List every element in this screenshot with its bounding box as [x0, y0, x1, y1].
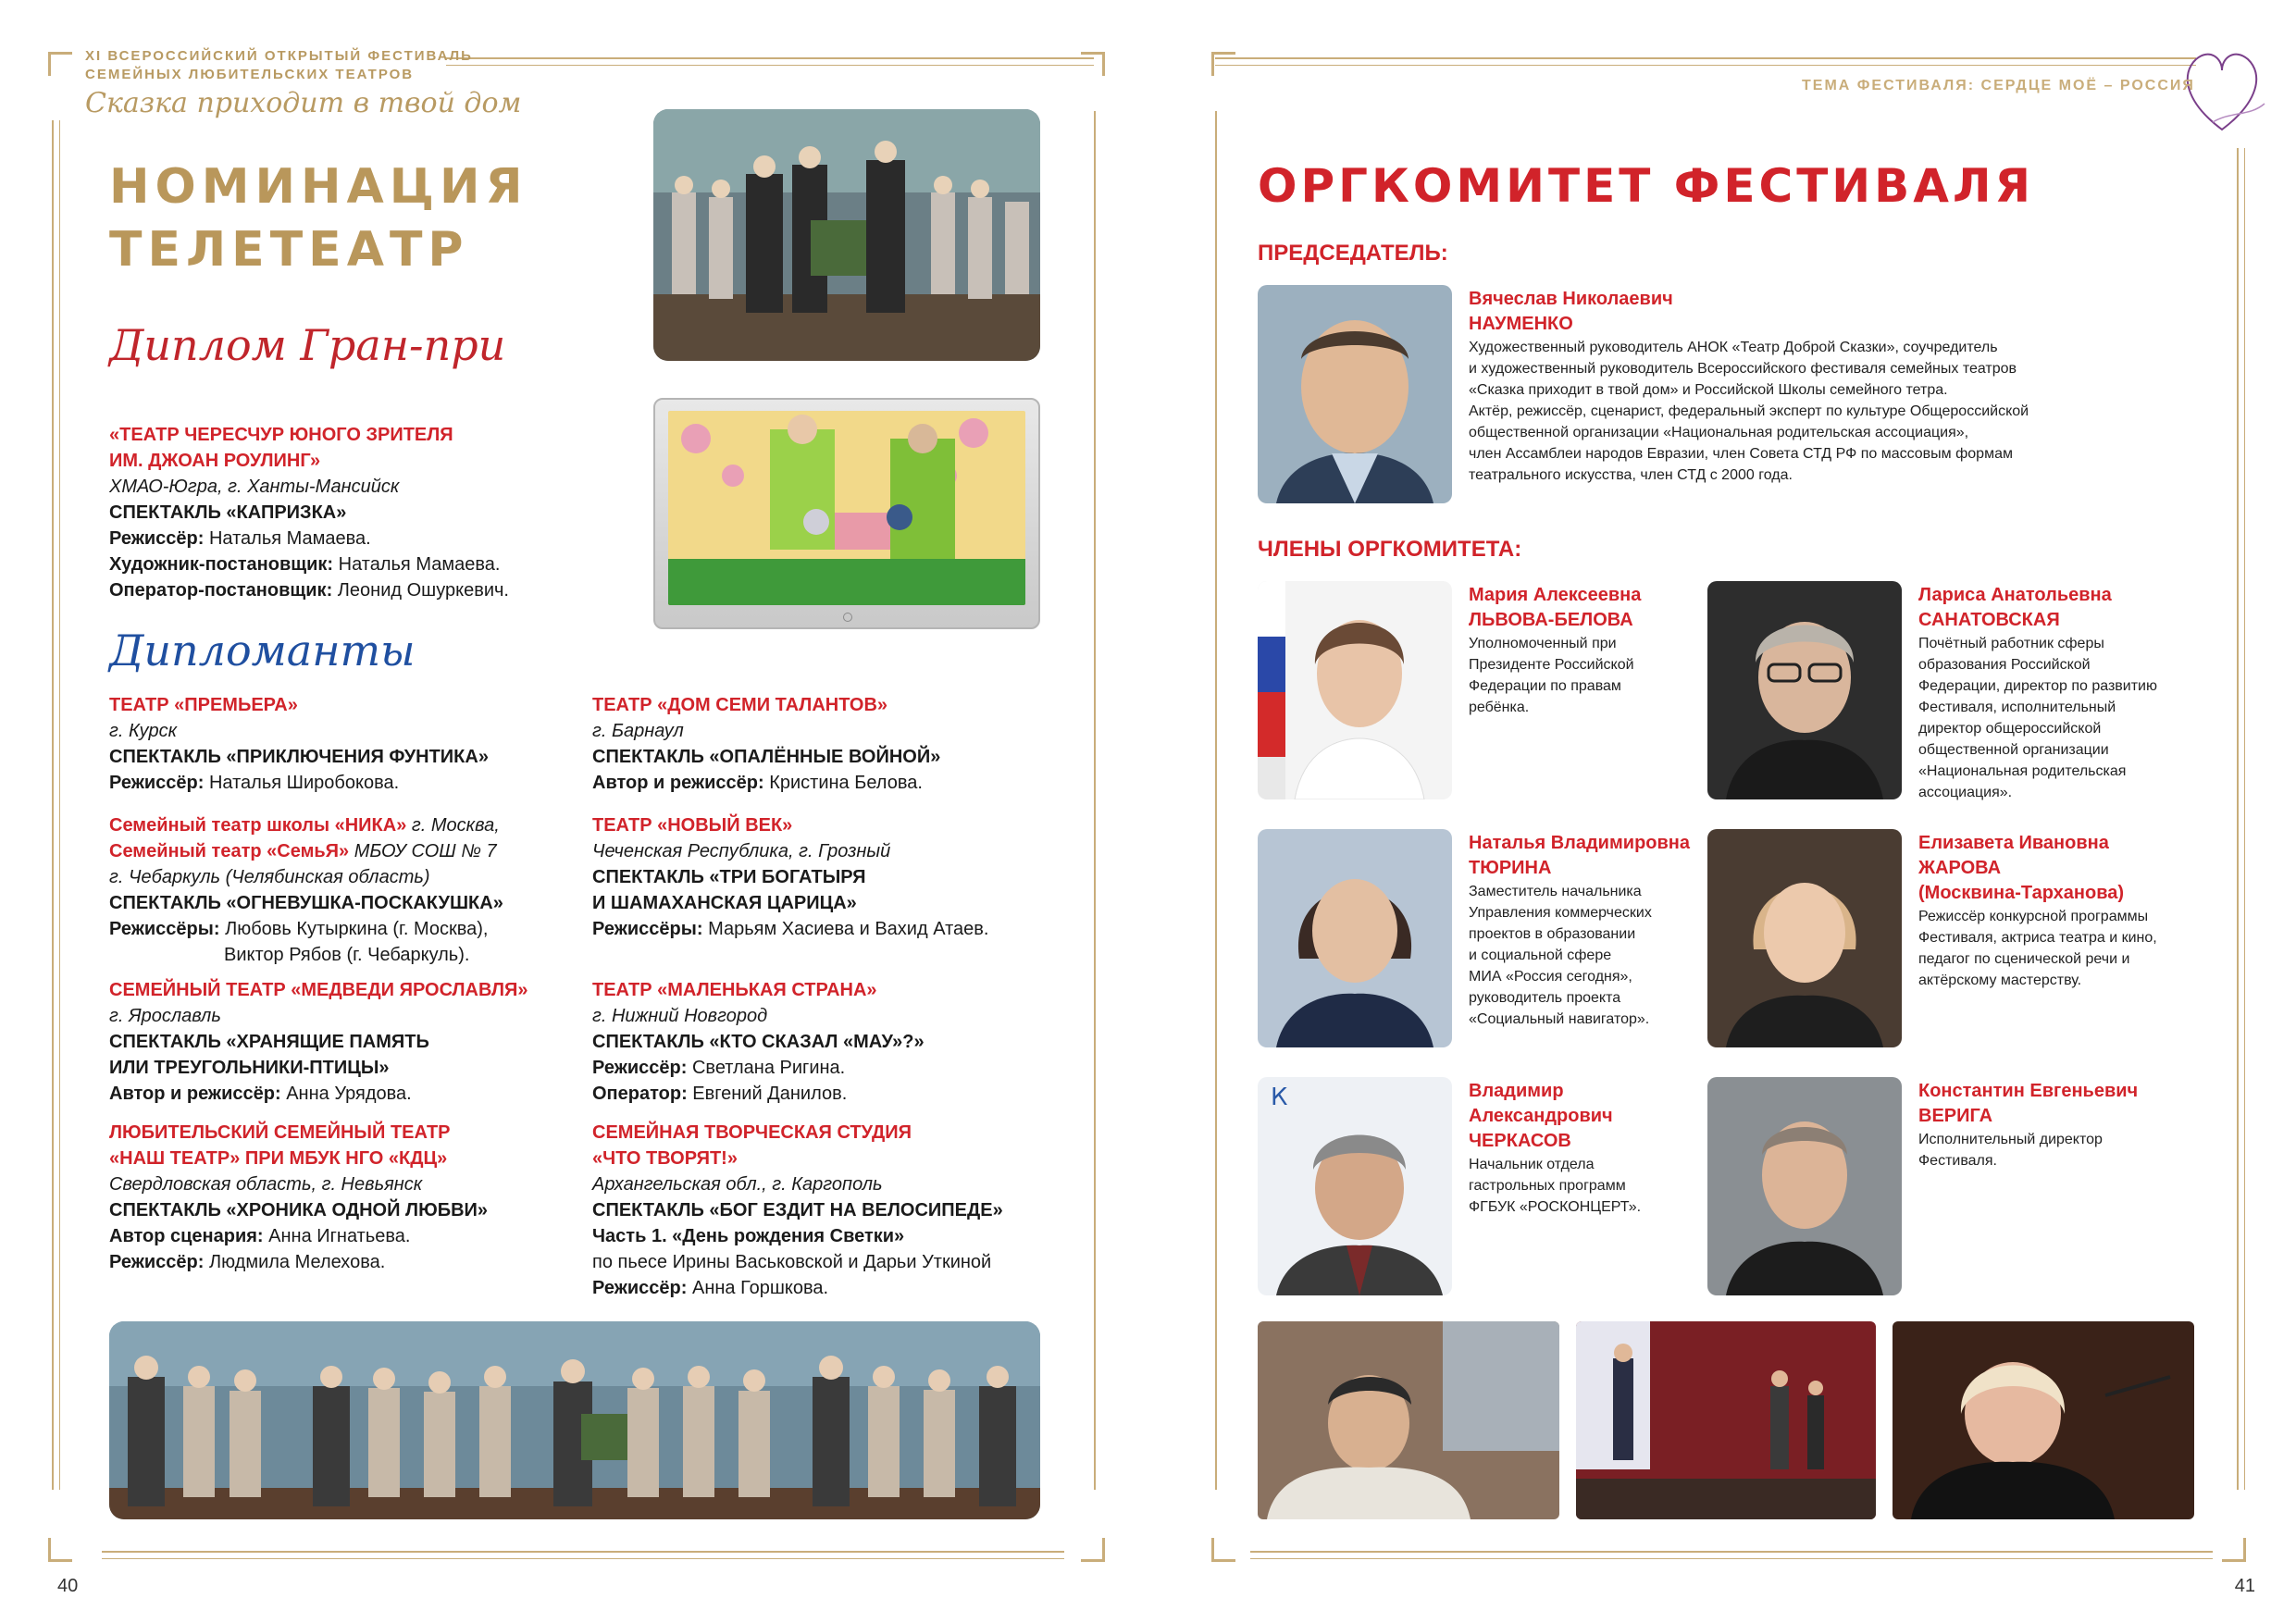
- credit: [109, 1081, 527, 1107]
- theatre-place: г. Курск: [109, 721, 178, 741]
- member-photo: [1258, 581, 1452, 799]
- member-name-line: (Москвина-Тарханова): [1918, 883, 2125, 903]
- play-based-on: по пьесе Ирины Васьковской и Дарьи Уткиной: [592, 1252, 992, 1272]
- frame-right-vertical: [2237, 148, 2239, 1490]
- tv-frame: [653, 398, 1040, 629]
- grand-prix-credit: [109, 577, 509, 603]
- puppet-show-photo: [668, 411, 1025, 605]
- credit-name: Кристина Белова.: [763, 773, 923, 793]
- theatre-name: ТЕАТР «ДОМ СЕМИ ТАЛАНТОВ»: [592, 695, 888, 715]
- theatre-name: «НАШ ТЕАТР» ПРИ МБУК НГО «КДЦ»: [109, 1148, 448, 1169]
- chair-desc-line: и художественный руководитель Всероссийского фестиваля семейных театров: [1469, 361, 2017, 377]
- credit-name: Наталья Мамаева.: [204, 528, 371, 549]
- credit-name: Леонид Ошуркевич.: [332, 580, 509, 601]
- credit-role: Режиссёр:: [592, 1058, 688, 1078]
- member-info: [1469, 1079, 1700, 1218]
- credit-role: Режиссёры:: [592, 919, 703, 939]
- credit-name: Светлана Ригина.: [687, 1058, 846, 1078]
- play-title: СПЕКТАКЛЬ «ХРАНЯЩИЕ ПАМЯТЬ: [109, 1032, 429, 1052]
- credit: [592, 1081, 925, 1107]
- play-title: СПЕКТАКЛЬ «БОГ ЕЗДИТ НА ВЕЛОСИПЕДЕ»: [592, 1200, 1003, 1220]
- event-photo: [1258, 1321, 1559, 1519]
- frame-corner-bl: [1211, 1538, 1235, 1562]
- member-desc-line: Уполномоченный при: [1469, 636, 1617, 651]
- orgcommittee-title: ОРГКОМИТЕТ ФЕСТИВАЛЯ: [1258, 159, 2034, 213]
- nomination-title-line2: ТЕЛЕТЕАТР: [109, 222, 469, 278]
- festival-header-line2: СЕМЕЙНЫХ ЛЮБИТЕЛЬСКИХ ТЕАТРОВ: [85, 67, 415, 82]
- credit-name: Марьям Хасиева и Вахид Атаев.: [702, 919, 989, 939]
- credit-name: Наталья Мамаева.: [333, 554, 501, 575]
- theatre-line: [109, 812, 503, 838]
- grand-prix-theatre-line1: «ТЕАТР ЧЕРЕСЧУР ЮНОГО ЗРИТЕЛЯ: [109, 425, 453, 445]
- chair-last-name: НАУМЕНКО: [1469, 314, 1573, 334]
- diplomant-entry-novy-vek: [592, 812, 988, 942]
- theatre-place: г. Барнаул: [592, 721, 684, 741]
- credit: [109, 1249, 488, 1275]
- chair-desc-line: член Ассамблеи народов Евразии, член Совета СТД РФ по массовым формам: [1469, 446, 2013, 462]
- chair-desc-line: театрального искусства, член СТД с 2000 года.: [1469, 467, 1793, 483]
- diplomant-entry-dom-semi-talantov: [592, 692, 940, 796]
- theatre-name: СЕМЕЙНАЯ ТВОРЧЕСКАЯ СТУДИЯ: [592, 1122, 912, 1143]
- theatre-place: Свердловская область, г. Невьянск: [109, 1174, 423, 1195]
- credit-name: Анна Горшкова.: [687, 1278, 829, 1298]
- member-desc-line: образования Российской: [1918, 657, 2091, 673]
- credit: [109, 916, 503, 942]
- member-desc-line: проектов в образовании: [1469, 926, 1636, 942]
- credit-name: Евгений Данилов.: [687, 1084, 848, 1104]
- member-desc-line: Заместитель начальника: [1469, 884, 1642, 899]
- frame-corner-tl: [1211, 52, 1235, 76]
- theatre-name: ТЕАТР «ПРЕМЬЕРА»: [109, 695, 298, 715]
- svg-text:К: К: [1271, 1084, 1288, 1111]
- credit-role: Оператор:: [592, 1084, 688, 1104]
- credit-role: Автор сценария:: [109, 1226, 264, 1246]
- play-title: СПЕКТАКЛЬ «ТРИ БОГАТЫРЯ: [592, 867, 866, 887]
- member-name-line: Владимир: [1469, 1081, 1564, 1101]
- grand-prix-credit: [109, 526, 509, 551]
- credit: [592, 1275, 1003, 1301]
- member-desc-line: гастрольных программ: [1469, 1178, 1626, 1194]
- credit-role: Режиссёр:: [109, 1252, 205, 1272]
- credit-continued: Виктор Рябов (г. Чебаркуль).: [224, 945, 470, 965]
- member-desc-line: Фестиваля, актриса театра и кино,: [1918, 930, 2157, 946]
- frame-left-vertical: [1215, 111, 1217, 1490]
- theatre-name: «ЧТО ТВОРЯТ!»: [592, 1148, 738, 1169]
- member-name-line: Константин Евгеньевич: [1918, 1081, 2139, 1101]
- member-name-line: ЛЬВОВА-БЕЛОВА: [1469, 610, 1633, 630]
- member-desc-line: Фестиваля.: [1918, 1153, 1997, 1169]
- event-photo: [1893, 1321, 2194, 1519]
- diplomant-entry-chto-tvoryat: [592, 1120, 1003, 1301]
- diplomants-heading: Дипломанты: [109, 626, 416, 675]
- diplomant-entry-nika: [109, 812, 503, 968]
- member-name-line: САНАТОВСКАЯ: [1918, 610, 2060, 630]
- member-desc-line: Федерации, директор по развитию: [1918, 678, 2157, 694]
- frame-left-vertical-2: [59, 120, 60, 1490]
- member-name-line: Мария Алексеевна: [1469, 585, 1642, 605]
- member-info: [1469, 583, 1691, 718]
- member-desc-line: Режиссёр конкурсной программы: [1918, 909, 2149, 924]
- play-title: СПЕКТАКЛЬ «ХРОНИКА ОДНОЙ ЛЮБВИ»: [109, 1200, 489, 1220]
- theatre-place: МБОУ СОШ № 7: [349, 841, 497, 861]
- credit: [592, 916, 988, 942]
- credit-role: Оператор-постановщик:: [109, 580, 333, 601]
- theatre-name: Семейный театр школы «НИКА»: [109, 815, 407, 836]
- credit-role: Режиссёры:: [109, 919, 220, 939]
- member-info: [1469, 831, 1700, 1030]
- chair-desc-line: общественной организации «Национальная родительская ассоциация»,: [1469, 425, 1969, 440]
- diplomant-entry-nash-teatr: [109, 1120, 488, 1275]
- member-desc-line: Президенте Российской: [1469, 657, 1634, 673]
- page-right: [1148, 0, 2296, 1623]
- member-name-line: ТЮРИНА: [1469, 858, 1552, 878]
- chair-desc-line: Актёр, режиссёр, сценарист, федеральный эксперт по культуре Общероссийской: [1469, 403, 2029, 419]
- credit-name: Людмила Мелехова.: [204, 1252, 386, 1272]
- festival-theme: ТЕМА ФЕСТИВАЛЯ: СЕРДЦЕ МОЁ – РОССИЯ: [1802, 78, 2195, 93]
- frame-bottom: [1250, 1551, 2213, 1553]
- theatre-name: Семейный театр «СемьЯ»: [109, 841, 350, 861]
- frame-bottom-2: [102, 1558, 1064, 1559]
- frame-top-2: [1215, 65, 2196, 66]
- play-title: СПЕКТАКЛЬ «ОПАЛЁННЫЕ ВОЙНОЙ»: [592, 747, 941, 767]
- frame-corner-br: [2222, 1538, 2246, 1562]
- credit-role: Режиссёр:: [109, 528, 205, 549]
- theatre-place: г. Москва,: [406, 815, 500, 836]
- credit-name: Наталья Широбокова.: [204, 773, 400, 793]
- frame-corner-br: [1081, 1538, 1105, 1562]
- member-desc-line: общественной организации: [1918, 742, 2109, 758]
- credit-name: Анна Игнатьева.: [263, 1226, 411, 1246]
- member-photo: [1258, 1077, 1452, 1295]
- member-desc-line: «Социальный навигатор».: [1469, 1011, 1650, 1027]
- group-photo: [109, 1321, 1040, 1519]
- grand-prix-heading: Диплом Гран-при: [109, 320, 506, 370]
- member-name-line: ЧЕРКАСОВ: [1469, 1131, 1571, 1151]
- play-title: И ШАМАХАНСКАЯ ЦАРИЦА»: [592, 893, 857, 913]
- event-photo: [1576, 1321, 1876, 1519]
- member-photo: [1707, 1077, 1902, 1295]
- member-desc-line: Федерации по правам: [1469, 678, 1621, 694]
- member-desc-line: Почётный работник сферы: [1918, 636, 2104, 651]
- member-desc-line: педагог по сценической речи и: [1918, 951, 2130, 967]
- member-desc-line: ребёнка.: [1469, 700, 1530, 715]
- diplomant-entry-malenkaya-strana: [592, 977, 925, 1107]
- frame-top: [1215, 57, 2196, 59]
- member-info: [1918, 583, 2196, 803]
- theatre-place: г. Нижний Новгород: [592, 1006, 768, 1026]
- member-name-line: Александрович: [1469, 1106, 1613, 1126]
- play-title: СПЕКТАКЛЬ «ПРИКЛЮЧЕНИЯ ФУНТИКА»: [109, 747, 489, 767]
- grand-prix-play: СПЕКТАКЛЬ «КАПРИЗКА»: [109, 502, 347, 523]
- chair-info: [1469, 287, 2029, 486]
- credit-role: Автор и режиссёр:: [109, 1084, 281, 1104]
- play-part: Часть 1. «День рождения Светки»: [592, 1226, 905, 1246]
- member-photo: [1258, 829, 1452, 1047]
- grand-prix-credit: [109, 551, 509, 577]
- page-number-left: 40: [57, 1576, 79, 1596]
- play-title: ИЛИ ТРЕУГОЛЬНИКИ-ПТИЦЫ»: [109, 1058, 390, 1078]
- member-desc-line: «Национальная родительская: [1918, 763, 2127, 779]
- member-desc-line: ассоциация».: [1918, 785, 2013, 800]
- credit-role: Художник-постановщик:: [109, 554, 334, 575]
- grand-prix-place: ХМАО-Югра, г. Ханты-Мансийск: [109, 477, 400, 497]
- credit: [109, 1223, 488, 1249]
- frame-left-vertical: [52, 120, 54, 1490]
- member-desc-line: Начальник отдела: [1469, 1157, 1595, 1172]
- member-name-line: Наталья Владимировна: [1469, 833, 1690, 853]
- member-desc-line: и социальной сфере: [1469, 948, 1612, 963]
- grand-prix-entry: [109, 422, 509, 603]
- frame-right-vertical: [1094, 111, 1096, 1490]
- member-desc-line: Управления коммерческих: [1469, 905, 1652, 921]
- chair-heading: ПРЕДСЕДАТЕЛЬ:: [1258, 241, 1448, 266]
- festival-header-line1: XI ВСЕРОССИЙСКИЙ ОТКРЫТЫЙ ФЕСТИВАЛЬ: [85, 48, 473, 64]
- frame-bottom-2: [1250, 1558, 2213, 1559]
- chair-desc-line: Художественный руководитель АНОК «Театр Доброй Сказки», соучредитель: [1469, 340, 1998, 355]
- festival-script-title: Сказка приходит в твой дом: [85, 87, 522, 119]
- credit: [109, 770, 489, 796]
- frame-corner-tl: [48, 52, 72, 76]
- member-desc-line: Исполнительный директор: [1918, 1132, 2103, 1147]
- theatre-name: ЛЮБИТЕЛЬСКИЙ СЕМЕЙНЫЙ ТЕАТР: [109, 1122, 451, 1143]
- theatre-place: Чеченская Республика, г. Грозный: [592, 841, 891, 861]
- member-info: [1918, 831, 2196, 991]
- grand-prix-theatre-line2: ИМ. ДЖОАН РОУЛИНГ»: [109, 451, 321, 471]
- member-desc-line: МИА «Россия сегодня»,: [1469, 969, 1632, 985]
- frame-corner-bl: [48, 1538, 72, 1562]
- frame-corner-tr: [1081, 52, 1105, 76]
- theatre-name: СЕМЕЙНЫЙ ТЕАТР «МЕДВЕДИ ЯРОСЛАВЛЯ»: [109, 980, 528, 1000]
- member-desc-line: актёрскому мастерству.: [1918, 973, 2082, 988]
- member-info: [1918, 1079, 2196, 1171]
- credit-role: Режиссёр:: [592, 1278, 688, 1298]
- member-desc-line: Фестиваля, исполнительный: [1918, 700, 2116, 715]
- play-title: СПЕКТАКЛЬ «КТО СКАЗАЛ «МАУ»?»: [592, 1032, 925, 1052]
- theatre-name: ТЕАТР «МАЛЕНЬКАЯ СТРАНА»: [592, 980, 877, 1000]
- credit-name: Любовь Кутыркина (г. Москва),: [219, 919, 489, 939]
- diplomant-entry-medvedi: [109, 977, 527, 1107]
- theatre-place: Архангельская обл., г. Каргополь: [592, 1174, 883, 1195]
- credit-name: Анна Урядова.: [280, 1084, 412, 1104]
- page-number-right: 41: [2234, 1576, 2255, 1596]
- theatre-name: ТЕАТР «НОВЫЙ ВЕК»: [592, 815, 793, 836]
- chair-photo: [1258, 285, 1452, 503]
- credit: [592, 1055, 925, 1081]
- tv-power-dot: [843, 613, 852, 622]
- member-name-line: Лариса Анатольевна: [1918, 585, 2112, 605]
- diplomant-entry-premiera: [109, 692, 489, 796]
- nomination-title-line1: НОМИНАЦИЯ: [109, 159, 528, 215]
- chair-first-name: Вячеслав Николаевич: [1469, 289, 1673, 309]
- members-heading: ЧЛЕНЫ ОРГКОМИТЕТА:: [1258, 537, 1522, 562]
- chair-desc-line: «Сказка приходит в твой дом» и Российской Школы семейного тетра.: [1469, 382, 1948, 398]
- member-name-line: ВЕРИГА: [1918, 1106, 1993, 1126]
- member-desc-line: руководитель проекта: [1469, 990, 1621, 1006]
- frame-top-left: [446, 57, 1094, 59]
- credit: [592, 770, 940, 796]
- theatre-place: г. Ярославль: [109, 1006, 221, 1026]
- theatre-line: [109, 838, 503, 864]
- credit-role: Автор и режиссёр:: [592, 773, 764, 793]
- member-desc-line: директор общероссийской: [1918, 721, 2102, 737]
- play-title: СПЕКТАКЛЬ «ОГНЕВУШКА-ПОСКАКУШКА»: [109, 893, 503, 913]
- credit-role: Режиссёр:: [109, 773, 205, 793]
- member-photo: [1707, 829, 1902, 1047]
- member-desc-line: ФГБУК «РОСКОНЦЕРТ».: [1469, 1199, 1642, 1215]
- member-name-line: ЖАРОВА: [1918, 858, 2002, 878]
- award-ceremony-photo: [653, 109, 1040, 361]
- frame-right-vertical-2: [2244, 148, 2245, 1490]
- member-name-line: Елизавета Ивановна: [1918, 833, 2109, 853]
- frame-bottom: [102, 1551, 1064, 1553]
- member-photo: [1707, 581, 1902, 799]
- frame-top-left-2: [446, 65, 1094, 66]
- theatre-place: г. Чебаркуль (Челябинская область): [109, 867, 430, 887]
